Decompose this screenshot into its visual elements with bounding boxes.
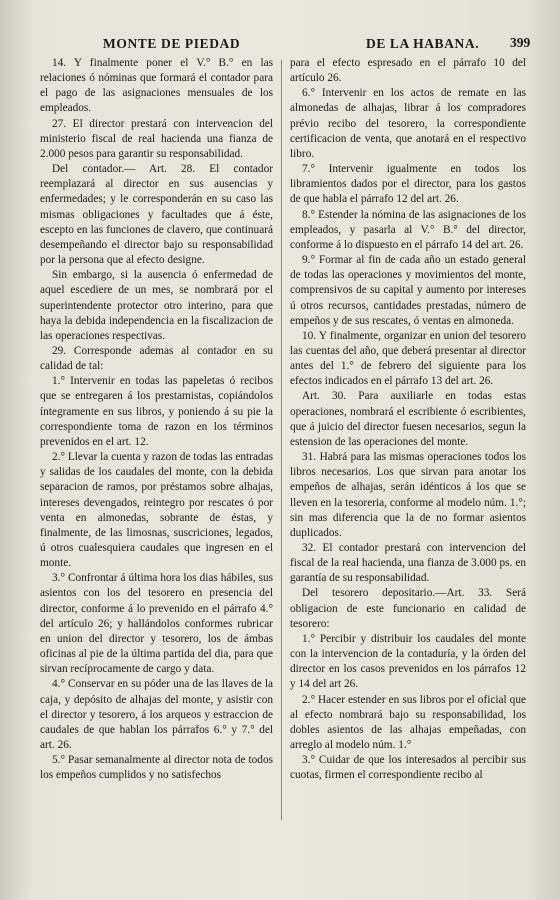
header-title-left: MONTE DE PIEDAD: [103, 36, 241, 51]
paragraph: 14. Y finalmente poner el V.° B.° en las relaciones ó nóminas que formará el contador para el pago de las asignaciones mensuales de los empleados.: [40, 57, 273, 115]
paragraph: Sin embargo, si la ausencia ó enfermedad de aquel escediere de un mes, se nombrará por el superintendente protector otro interino, para que haya la debida independencia en la fiscalizacion de las operaciones respectivas.: [40, 269, 273, 342]
paragraph: 9.° Formar al fin de cada año un estado general de todas las operaciones y movimientos del monte, comprensivos de su capital y aumento por intereses ú otros recursos, cantidades prestadas, número de empeños y de sus rescates, ó ventas en almoneda.: [290, 254, 526, 327]
paragraph: 6.° Intervenir en los actos de remate en las almonedas de alhajas, librar á los compradores prévio recibo del tesorero, la correspondiente certificacion de venta, que anotará en el respectivo libro.: [290, 87, 526, 160]
paragraph: 8.° Estender la nómina de las asignaciones de los empleados, y pasarla al V.° B.° del director, conforme á lo dispuesto en el párrafo 14 del art. 26.: [290, 208, 526, 251]
page-number: 399: [510, 35, 531, 50]
paragraph: 3.° Cuidar de que los interesados al percibir sus cuotas, firmen el correspondiente recibo al: [290, 754, 526, 782]
paragraph: 4.° Conservar en su póder una de las llaves de la caja, y depósito de alhajas del monte, y asistir con el director y tesorero, á los arqueos y estraccion de caudales de que hablan los párrafos 6.° y 7.° del art. 26.: [40, 678, 273, 752]
left-column: [40, 56, 273, 784]
paragraph: 1.° Percibir y distribuir los caudales del monte con la intervencion de la contaduría, y la órden del director en los casos prevenidos en los párrafos 12 y 14 del art 26.: [290, 632, 526, 691]
paragraph: Del contador.— Art. 28. El contador reemplazará al director en sus ausencias y enfermedades; y le corresponderán en su caso las mismas obligaciones y facultades que á éste, escepto en las funciones de clavero, que continuará desempeñando el director bajo su responsabilidad por la persona que al efecto designe.: [40, 163, 273, 267]
paragraph: para el efecto espresado en el párrafo 10 del artículo 26.: [290, 57, 526, 85]
paragraph: 3.° Confrontar á última hora los dias hábiles, sus asientos con los del tesorero en presencia del director, conforme á lo prevenido en el párrafo 4.° del artículo 26; y hallándolos conformes rubricar en union del director y tesorero, los de ámbas oficinas al pie de la última partida del dia, para que sirvan recíprocamente de cargo y data.: [40, 572, 273, 676]
paragraph: 2.° Llevar la cuenta y razon de todas las entradas y salidas de los caudales del monte, con la debida separacion de ramos, por préstamos sobre alhajas, intereses devengados, reintegro por rescates ó por venta en almonedas, sobrante de éstas, y finalmente, de las limosnas, suscriciones, legados, ú otros cualesquiera caudales que ingresen en el monte.: [40, 451, 273, 570]
paragraph: Art. 30. Para auxiliarle en todas estas operaciones, nombrará el escribiente ó escribientes, que á juicio del director fuesen necesarios, segun la estension de las operaciones del monte.: [290, 390, 526, 448]
right-column: [290, 56, 526, 784]
header-title-right: DE LA HABANA.: [366, 36, 480, 51]
paragraph: 31. Habrá para las mismas operaciones todos los libros necesarios. Los que sirvan para anotar los empeños de alhajas, serán idénticos á los que se lleven en la tesoreria, conforme al modelo núm. 1.°; sin mas diferencia que la de no formar asientos duplicados.: [290, 451, 526, 539]
paragraph: 10. Y finalmente, organizar en union del tesorero las cuentas del año, que deberá presentar al director antes del 1.° de febrero del siguiente para los efectos indicados en el párrafo 13 del art. 26.: [290, 329, 526, 388]
paragraph: 32. El contador prestará con intervencion del fiscal de la real hacienda, una fianza de 3.000 ps. en garantía de su responsabilidad.: [290, 542, 526, 585]
paragraph: Del tesorero depositario.—Art. 33. Será obligacion de este funcionario en calidad de tesorero:: [290, 587, 526, 630]
paragraph: 27. El director prestará con intervencion del ministerio fiscal de real hacienda una fianza de 2.000 pesos para garantir su responsabilidad.: [40, 117, 273, 160]
paragraph: 1.° Intervenir en todas las papeletas ó recibos que se entregaren á los prestamistas, copiándolos íntegramente en sus libros, y poniendo á su pie la correspondiente toma de razon en los términos prevenidos en el art. 12.: [40, 375, 273, 448]
paragraph: 29. Corresponde ademas al contador en su calidad de tal:: [40, 344, 273, 373]
running-header: [0, 36, 560, 54]
column-divider: [281, 60, 282, 820]
paragraph: 2.° Hacer estender en sus libros por el oficial que al efecto nombrará bajo su responsabilidad, los dobles asientos de las alhajas empeñadas, con arreglo al modelo núm. 1.°: [290, 693, 526, 752]
paragraph: 7.° Intervenir igualmente en todos los libramientos dados por el director, para los gastos de que habla el párrafo 12 del art. 26.: [290, 163, 526, 206]
paragraph: 5.° Pasar semanalmente al director nota de todos los empeños cumplidos y no satisfechos: [40, 754, 273, 782]
